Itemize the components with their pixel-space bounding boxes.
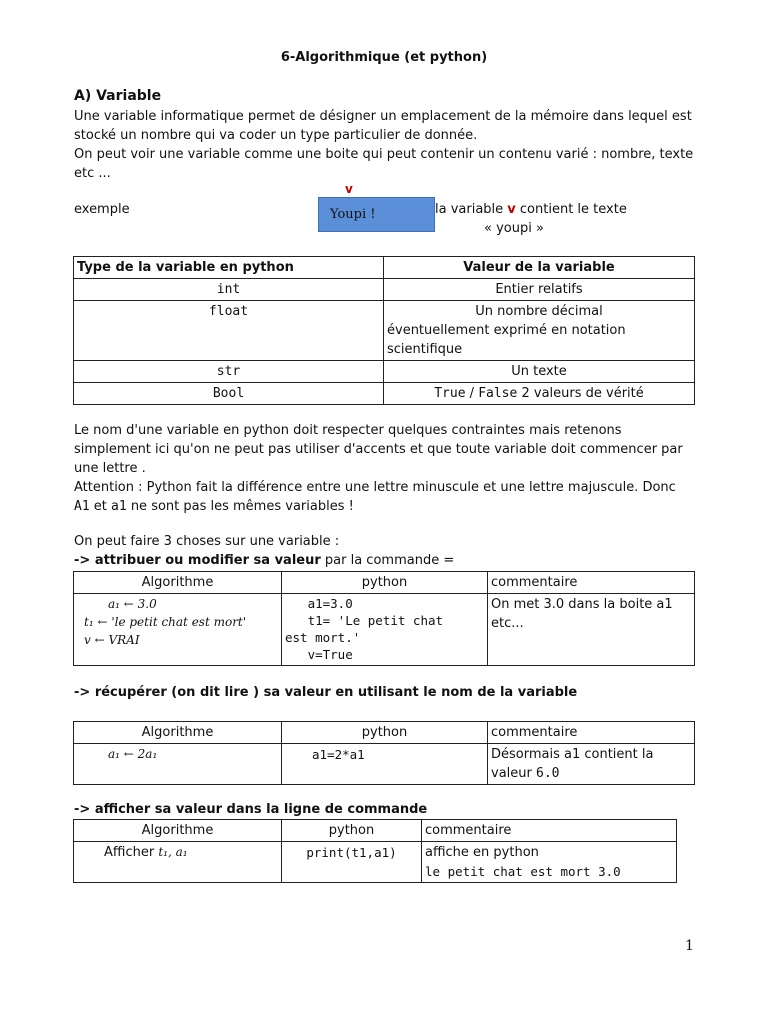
table-header-row (74, 257, 695, 279)
example-description-line2: « youpi » (484, 221, 544, 236)
comment-line: On met 3.0 dans la boite a1 (491, 597, 673, 612)
variable-box-content: Youpi ! (330, 207, 376, 222)
text-line: On peut voir une variable comme une boite qui peut contenir un contenu varié : nombre, texte (74, 147, 694, 162)
example-description (435, 202, 627, 217)
var-A1: A1 (74, 499, 90, 514)
table-header: Type de la variable en python (74, 257, 384, 279)
comment-line: Désormais a1 contient la (491, 747, 654, 762)
page-title: 6-Algorithmique (et python) (280, 50, 488, 65)
table-header-row (74, 820, 677, 842)
false-value: False (478, 386, 518, 401)
table-header: python (282, 572, 488, 594)
table-header-row (74, 722, 695, 744)
comment-output: le petit chat est mort 3.0 (425, 864, 621, 879)
true-value: True (434, 386, 466, 401)
table-header: python (282, 820, 422, 842)
example-text: contient le texte (515, 202, 627, 217)
table-row (74, 279, 695, 301)
table-row (74, 744, 695, 785)
code-line: v=True (285, 647, 353, 662)
table-row (74, 594, 695, 666)
code-line: est mort.' (285, 630, 361, 645)
value-text: 2 valeurs de vérité (517, 386, 644, 401)
python-cell (282, 594, 488, 666)
text-line (74, 497, 683, 516)
section-heading: A) Variable (74, 88, 162, 104)
text-line: Une variable informatique permet de désigner un emplacement de la mémoire dans lequel est (74, 109, 692, 124)
table-header: commentaire (488, 722, 695, 744)
algo-text: Afficher (104, 845, 159, 860)
comment-line: etc... (491, 616, 524, 631)
read-heading: -> récupérer (on dit lire ) sa valeur en utilisant le nom de la variable (74, 685, 578, 700)
comment-text: valeur (491, 766, 536, 781)
table-header: Valeur de la variable (384, 257, 695, 279)
type-cell: str (74, 361, 384, 383)
text-line: simplement ici qu'on ne peut pas utiliser d'accents et que toute variable doit commencer par (74, 442, 683, 457)
value-line: Un nombre décimal (475, 304, 603, 319)
comment-line (491, 764, 691, 783)
code-line: t1= 'Le petit chat (285, 613, 444, 628)
table-row (74, 842, 677, 883)
table-header: commentaire (422, 820, 677, 842)
intro-paragraph (74, 107, 693, 183)
assign-table (73, 571, 695, 666)
example-label: exemple (74, 202, 130, 217)
value-cell (384, 383, 695, 405)
algo-line: v ← VRAI (84, 633, 140, 647)
code-line: a1=3.0 (285, 596, 353, 611)
python-cell: a1=2*a1 (282, 744, 488, 785)
text-line: etc ... (74, 166, 111, 181)
text-line: stocké un nombre qui va coder un type particulier de donnée. (74, 128, 478, 143)
table-row (74, 361, 695, 383)
comment-cell (422, 842, 677, 883)
table-header-row (74, 572, 695, 594)
table-header: commentaire (488, 572, 695, 594)
value-cell: Entier relatifs (384, 279, 695, 301)
algo-math: t₁, a₁ (158, 845, 188, 859)
var-a1: a1 (111, 499, 127, 514)
rules-paragraph (74, 421, 683, 516)
assign-heading-bold: -> attribuer ou modifier sa valeur (74, 553, 321, 568)
comment-cell (488, 744, 695, 785)
text: ne sont pas les mêmes variables ! (126, 499, 354, 514)
comment-line: affiche en python (425, 845, 539, 860)
text-line: une lettre . (74, 461, 146, 476)
algo-cell (74, 842, 282, 883)
table-row (74, 301, 695, 361)
separator: / (465, 386, 479, 401)
comment-cell (488, 594, 695, 666)
display-heading: -> afficher sa valeur dans la ligne de commande (74, 802, 428, 817)
algo-line: a₁ ← 3.0 (108, 597, 157, 611)
variable-box (318, 197, 435, 232)
example-text: la variable (435, 202, 508, 217)
three-things-line: On peut faire 3 choses sur une variable : (74, 534, 340, 549)
value-cell: Un texte (384, 361, 695, 383)
type-cell: int (74, 279, 384, 301)
table-header: Algorithme (74, 820, 282, 842)
algo-cell (74, 594, 282, 666)
text-line: Le nom d'une variable en python doit respecter quelques contraintes mais retenons (74, 423, 622, 438)
value-cell (384, 301, 695, 361)
box-variable-name: v (345, 182, 353, 196)
example-var: v (507, 202, 516, 217)
assign-heading (74, 553, 454, 568)
algo-cell (74, 744, 282, 785)
text-line: Attention : Python fait la différence entre une lettre minuscule et une lettre majuscule. Donc (74, 480, 676, 495)
comment-code: 6.0 (536, 766, 560, 781)
display-table (73, 819, 677, 883)
table-row (74, 383, 695, 405)
table-header: Algorithme (74, 572, 282, 594)
value-line: éventuellement exprimé en notation (387, 323, 626, 338)
algo-line: t₁ ← 'le petit chat est mort' (84, 615, 247, 629)
assign-heading-rest: par la commande = (320, 553, 455, 568)
table-header: Algorithme (74, 722, 282, 744)
type-cell: Bool (74, 383, 384, 405)
page-number: 1 (685, 938, 694, 954)
type-cell: float (74, 301, 384, 361)
types-table (73, 256, 695, 405)
value-line: scientifique (387, 342, 463, 357)
python-cell: print(t1,a1) (282, 842, 422, 883)
algo-expression: a₁ ← 2a₁ (108, 747, 158, 761)
table-header: python (282, 722, 488, 744)
text: et (89, 499, 112, 514)
read-table (73, 721, 695, 785)
